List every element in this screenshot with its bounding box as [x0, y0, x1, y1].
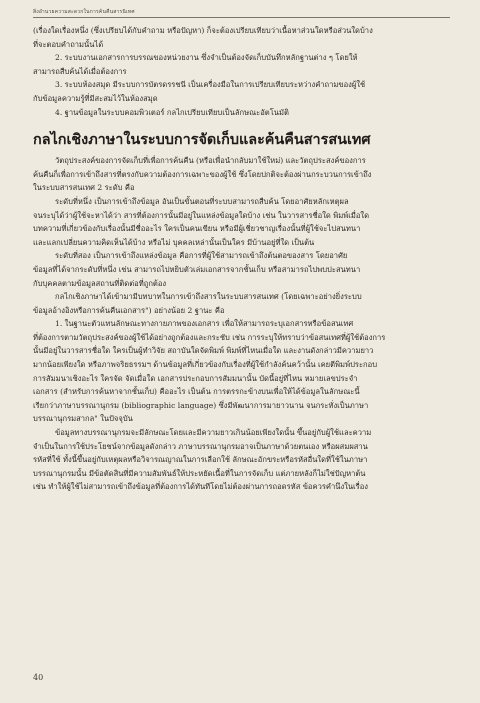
paragraph-line: จำเป็นในการใช้ประโยชน์จากข้อมูลดังกล่าว ภาษาบรรณานุกรมอาจเป็นภาษาด้วยตนเอง หรือผสมผสาน	[33, 441, 368, 451]
text-line: กับข้อมูลความรู้ที่มีสะสมไว้ในห้องสมุด	[33, 93, 158, 103]
running-head: สิ่งอำนวยความสะดวกในการค้นคืนสารนิเทศ	[33, 9, 135, 15]
list-item: 3. ระบบห้องสมุด มีระบบการบัตรดรรชนี เป็นเครื่องมือในการเปรียบเทียบระหว่างคำถามของผู้ใช้	[55, 80, 366, 90]
paragraph-line: และแลกเปลี่ยนความคิดเห็นได้บ้าง หรือไม่ บุคคลเหล่านั้นเป็นใคร มีบ้านอยู่ที่ใด เป็นต้น	[33, 237, 315, 247]
paragraph-line: ข้อมูลอ้างอิงหรือการค้นคืนเอกสาร") อย่างน้อย 2 ฐานะ คือ	[33, 305, 225, 315]
paragraph-line: เช่น ทำให้ผู้ใช้ไม่สามารถเข้าถึงข้อมูลที่ต้องการได้ทันทีโดยไม่ต้องผ่านการถอดรหัส ข้อควรคำนึงในเรื่อง	[33, 482, 368, 492]
text-line: (เรื่องใดเรื่องหนึ่ง (ซึ่งเปรียบได้กับคำถาม หรือปัญหา) ก็จะต้องเปรียบเทียบว่าเนื้อหาส่วนใดหรือส่วนใดบ้าง	[33, 26, 373, 35]
numbered-list-block	[33, 24, 451, 119]
paragraph-line: เรียกว่าภาษาบรรณานุกรม (bibliographic language) ซึ่งมีพัฒนาการมายาวนาน จนกระทั่งเป็นภาษา	[33, 400, 369, 410]
paragraph-line: การสัมมนาเชิงอะไร ใครจัด จัดเมื่อใด เอกสารประกอบการสัมมนานั้น บัดนี้อยู่ที่ไหน หมายเลขประจำ	[33, 373, 358, 383]
paragraph-line: ที่ต้องการตามวัตถุประสงค์ของผู้ใช้ได้อย่างถูกต้องและกระชับ เช่น การระบุให้ทราบว่าข้อสนเทศที่ผู้ใช้ต้องการ	[33, 332, 386, 342]
paragraph-line: กับบุคคลตามข้อมูลสถานที่ติดต่อที่ถูกต้อง	[33, 278, 167, 288]
page-body	[33, 24, 451, 494]
paragraph-line: บทความที่เกี่ยวข้องกับเรื่องนั้นมีชื่ออะไร ใครเป็นคนเขียน หรือมีผู้เชี่ยวชาญเรื่องนั้นที่ผู้ใช้จะไปสนทนา	[33, 224, 361, 234]
page-number: 40	[33, 673, 44, 682]
text-line: ที่จะตอบคำถามนั้นได้	[33, 39, 104, 49]
paragraph-line: มากน้อยเพียงใด หรือภาพจริยธรรมฯ ด้านข้อมูลที่เกี่ยวข้องกับเรื่องที่ผู้ใช้กำลังค้นคว้านั้น เคยตีพิมพ์ประกอบ	[33, 360, 378, 370]
paragraph-line: นั้นมีอยู่ในวารสารชื่อใด ใครเป็นผู้ทำวิจัย สถาบันใดจัดพิมพ์ พิมพ์ที่ไหนเมื่อใด และงานดังกล่าวมีความยาว	[33, 346, 374, 356]
paragraph-line: กลไกเชิงภาษาได้เข้ามามีบทบาทในการเข้าถึงสารในระบบสารสนเทศ (โดยเฉพาะอย่างยิ่งระบบ	[55, 292, 362, 302]
paragraph-line: วัตถุประสงค์ของการจัดเก็บที่เพื่อการค้นคืน (หรือเพื่อนำกลับมาใช้ใหม่) และวัตถุประสงค์ของการ	[55, 156, 366, 166]
paragraph-line: เอกสาร (สำหรับการค้นหาจากชั้นเก็บ) คืออะไร เป็นต้น การตรรกะข้างบนเพื่อให้ได้ข้อมูลในลักษณะนี้	[33, 387, 360, 397]
paragraph-line: รหัสที่ใช้ ทั้งนี้ขึ้นอยู่กับเหตุผลหรือวิจารณญาณในการเลือกใช้ ลักษณะอักขระหรือรหัสอื่นใดที่ใช้ในภาษา	[33, 455, 368, 465]
list-item: 2. ระบบงานเอกสารการบรรณของหน่วยงาน ซึ่งจำเป็นต้องจัดเก็บบันทึกหลักฐานต่าง ๆ โดยให้	[55, 53, 358, 63]
header-rule	[33, 17, 450, 18]
paragraph-line: จนระบุได้ว่าผู้ใช้จะหาได้ว่า สารที่ต้องการนั้นมีอยู่ในแหล่งข้อมูลใดบ้าง เช่น ในวารสารชื่อใด พิมพ์เมื่อใด	[33, 210, 370, 220]
paragraph-line: ข้อมูลที่ได้จากระดับที่หนึ่ง เช่น สามารถไปหยิบตัวเล่มเอกสารจากชั้นเก็บ หรือสามารถไปพบปะสนทนา	[33, 264, 361, 274]
section-heading: กลไกเชิงภาษาในระบบการจัดเก็บและค้นคืนสารสนเทศ	[33, 132, 371, 149]
paragraph-line: ระดับที่สอง เป็นการเข้าถึงแหล่งข้อมูล คือการที่ผู้ใช้สามารถเข้าถึงต้นตอของสาร โดยอาศัย	[55, 251, 348, 261]
paragraph-line: บรรณานุกรมนั้น มีข้อตัดสินที่มีความสัมพันธ์ให้ประหยัดเนื้อที่ในการจัดเก็บ แต่ภายหลังก็ไม่ใช่ปัญหาต้น	[33, 468, 366, 478]
body-text	[33, 154, 451, 494]
paragraph-line: ข้อมูลทางบรรณานุกรมจะมีลักษณะโดยและมีความยาวเกินน้อยเพียงใดนั้น ขึ้นอยู่กับผู้ใช้และความ	[55, 428, 372, 438]
paragraph-line: ค้นคืนก็เพื่อการเข้าถึงสารที่ตรงกับความต้องการเฉพาะของผู้ใช้ ซึ่งโดยปกติจะต้องผ่านกระบวนการเข้าถึง	[33, 169, 372, 179]
paragraph-line: ในระบบสารสนเทศ 2 ระดับ คือ	[33, 183, 135, 193]
list-item: 4. ฐานข้อมูลในระบบคอมพิวเตอร์ กลไกเปรียบเทียบเป็นลักษณะอัตโนมัติ	[55, 107, 289, 117]
text-line: สามารถสืบค้นได้เมื่อต้องการ	[33, 66, 127, 76]
paragraph-line: บรรณานุกรมสากล" ในปัจจุบัน	[33, 414, 133, 424]
paragraph-line: ระดับที่หนึ่ง เป็นการเข้าถึงข้อมูล อันเป็นขั้นตอนที่ระบบสามารถสืบค้น โดยอาศัยหลักเหตุผล	[55, 196, 349, 206]
paragraph-line: 1. ในฐานะตัวแทนลักษณะทางกายภาพของเอกสาร เพื่อให้สามารถระบุเอกสารหรือข้อสนเทศ	[55, 319, 354, 329]
